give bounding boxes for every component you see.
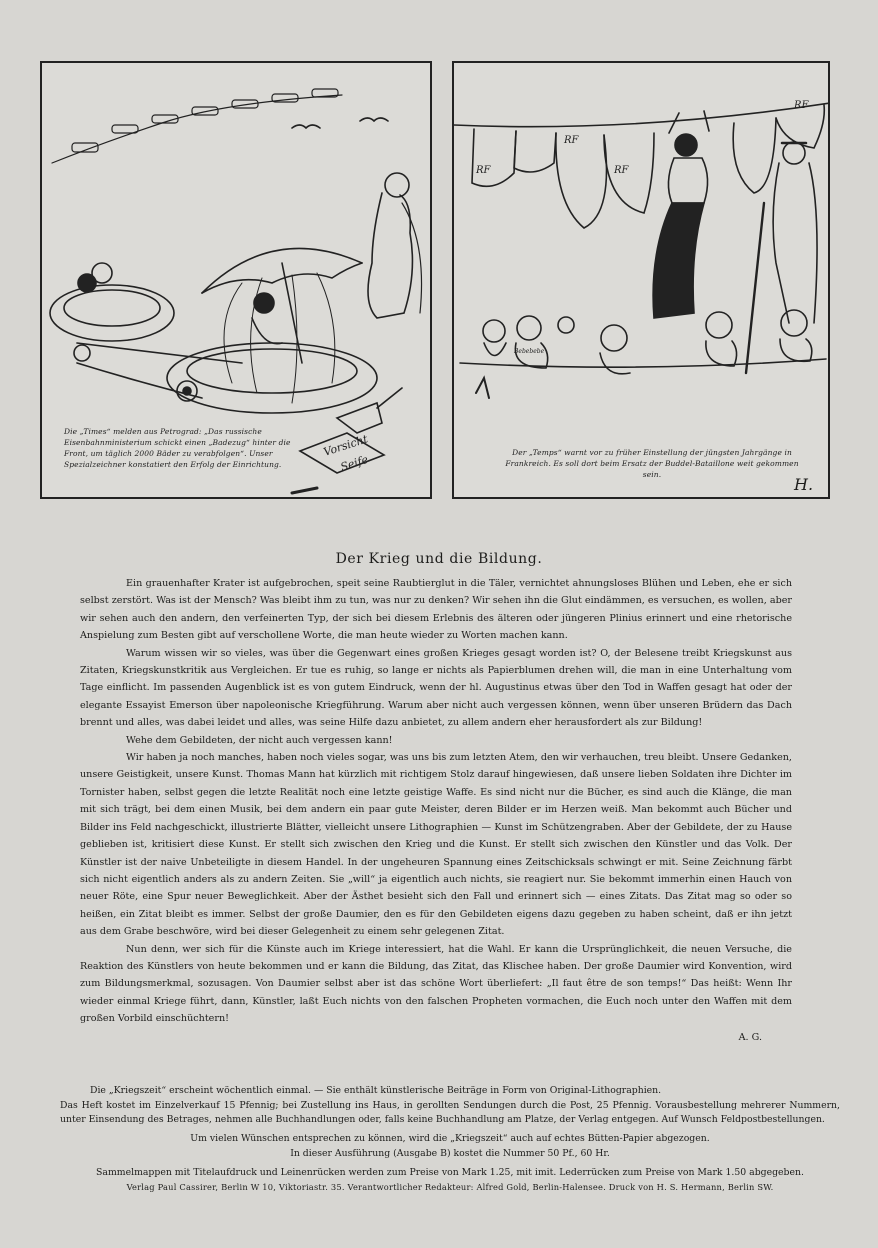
laundry-mark-3: RF [614, 165, 629, 176]
imprint-line: Das Heft kostet im Einzelverkauf 15 Pfennig; bei Zustellung ins Haus, in gerollten Sendungen durch die Post, 25 Pfennig. Vorausbestellung mehrerer Nummern, unter Einsendung des Betrages, nehmen alle Buchhandlungen oder, falls keine Buchhandlung am Platze, der Verlag entgegen. Auf Wunsch Feldpostbestellungen. [60, 1099, 840, 1126]
article-title: Der Krieg und die Bildung. [335, 551, 543, 567]
article-body [80, 575, 792, 1046]
artist-signature: H. [794, 475, 814, 494]
cartoon-left [40, 61, 432, 499]
cartoon-left-caption: Die „Times“ melden aus Petrograd: „Das russische Eisenbahnministerium schickt einen „Badezug“ hinter die Front, um täglich 2000 Bäder zu verabfolgen“. Unser Spezialzeichner konstatiert den Erfolg der Einrichtung. [64, 427, 291, 469]
publication-imprint [60, 1084, 840, 1195]
imprint-line: Die „Kriegszeit“ erscheint wöchentlich einmal. — Sie enthält künstlerische Beiträge in Form von Original-Lithographien. [90, 1085, 662, 1096]
laundry-mark-4: RF [794, 100, 809, 111]
laundry-mark-1: RF [476, 165, 491, 176]
article-paragraph: Ein grauenhafter Krater ist aufgebrochen, speit seine Raubtierglut in die Täler, vernichtet ahnungsloses Blühen und Leben, ehe er sich selbst zerstört. Was ist der Mensch? Was bleibt ihm zu tun, was nur zu denken? Wir sehen ihn die Glut eindämmen, es versuchen, es wollen, aber wir sehen auch den andern, den verfeinerten Typ, der sich bei diesem Erlebnis des älteren oder jüngeren Plinius erinnert und eine rhetorische Anspielung zum Besten gibt auf verschollene Worte, die man heute wieder zu Worten machen kann. [80, 578, 792, 642]
imprint-publisher-line: Verlag Paul Cassirer, Berlin W 10, Viktoriastr. 35. Verantwortlicher Redakteur: Alfred Gold, Berlin-Halensee. Druck von H. S. Hermann, Berlin SW. [126, 1182, 774, 1193]
soap-label-2: Seife [338, 452, 370, 474]
article-paragraph: Nun denn, wer sich für die Künste auch im Kriege interessiert, hat die Wahl. Er kann die Ursprünglichkeit, die neuen Versuche, die Reaktion des Künstlers von heute bekommen und er kann die Bildung, das Zitat, das Klischee haben. Der große Daumier wird Konvention, wird zum Bildungsmerkmal, sozusagen. Von Daumier selbst aber ist das schöne Wort überliefert: „Il faut être de son temps!“ Das heißt: Wenn Ihr wieder einmal Kriege führt, dann, Künstler, laßt Euch nichts von den falschen Propheten vormachen, die Euch noch unter den Waffen mit dem großen Vorbild einschüchtern! [80, 943, 792, 1025]
imprint-line: In dieser Ausführung (Ausgabe B) kostet die Nummer 50 Pf., 60 Hr. [290, 1147, 610, 1159]
bib-text: Bebebebe [514, 348, 545, 355]
article-author-initials: A. G. [738, 1031, 762, 1043]
article-paragraph: Warum wissen wir so vieles, was über die Gegenwart eines großen Krieges gesagt worden ist? O, der Belesene treibt Kriegskunst aus Zitaten, Kriegskunstkritik aus Vergleichen. Er tue es ruhig, so lange er nichts als Papierblumen drehen will, die man in eine Unterhaltung vom Tage einflicht. Im passenden Augenblick ist es von gutem Eindruck, wenn der hl. Augustinus etwas über den Tod in Waffen gesagt hat oder der elegante Essayist Emerson über napoleonische Kriegführung. Warum aber nicht auch vergessen können, wenn über unseren Brüdern das Dach brennt und alles, was dabei leidet und alles, was seine Hilfe dazu anbietet, zu allem andern eher herausfordert als zur Bildung! [80, 647, 792, 729]
cartoon-right [452, 61, 830, 499]
article-paragraph: Wehe dem Gebildeten, der nicht auch vergessen kann! [126, 734, 393, 746]
cartoon-right-caption: Der „Temps“ warnt vor zu früher Einstellung der jüngsten Jahrgänge in Frankreich. Es soll dort beim Ersatz der Buddel-Bataillone weit gekommen sein. [505, 448, 799, 479]
laundry-mark-2: RF [564, 135, 579, 146]
soap-label-1: Vorsicht [321, 432, 370, 459]
laundry-babies-drawing [454, 63, 830, 499]
article-paragraph: Wir haben ja noch manches, haben noch vieles sogar, was uns bis zum letzten Atem, den wir verhauchen, treu bleibt. Unsere Gedanken, unsere Geistigkeit, unsere Kunst. Thomas Mann hat kürzlich mit richtigem Stolz darauf hingewiesen, daß unsere lieben Soldaten ihre Dichter im Tornister haben, selbst gegen die letzte Realität noch eine letzte geistige Waffe. Es sind nicht nur die Bücher, es sind auch die Klänge, die man mit sich trägt, bei dem einen Musik, bei dem andern ein paar gute Meister, deren Bilder er im Herzen weiß. Man bekommt auch Bücher und Bilder ins Feld nachgeschickt, illustrierte Blätter, vielleicht unsere Lithographien — Kunst im Schützengraben. Aber der Gebildete, der zu Hause geblieben ist, kritisiert diese Kunst. Er stellt sich zwischen den Krieg und die Kunst. Er stellt sich zwischen den Künstler und das Volk. Der Künstler ist der naive Unbeteiligte in diesem Handel. In der ungeheuren Spannung eines Zeitschicksals schwingt er mit. Seine Zeichnung färbt sich nicht eigentlich anders als zu andern Zeiten. Sie „will“ ja eigentlich auch nichts, sie reagiert nur. Sie bekommt immerhin einen Hauch von neuer Röte, eine Spur neuer Beweglichkeit. Aber der Ästhet besieht sich den Fall und erinnert sich — eines Zitats. Das Zitat mag so oder so heißen, ein Zitat bleibt es immer. Selbst der große Daumier, den es für den Gebildeten eigens dazu gegeben zu haben scheint, daß er ihn jetzt aus dem Grabe beschwöre, wird bei dieser Gelegenheit zu einem sehr gelegenen Zitat. [80, 752, 792, 938]
imprint-line: Um vielen Wünschen entsprechen zu können, wird die „Kriegszeit“ auch auf echtes Bütten-Papier abgezogen. [190, 1133, 710, 1145]
imprint-line: Sammelmappen mit Titelaufdruck und Leinenrücken werden zum Preise von Mark 1.25, mit imit. Lederrücken zum Preise von Mark 1.50 abgegeben. [96, 1166, 804, 1178]
